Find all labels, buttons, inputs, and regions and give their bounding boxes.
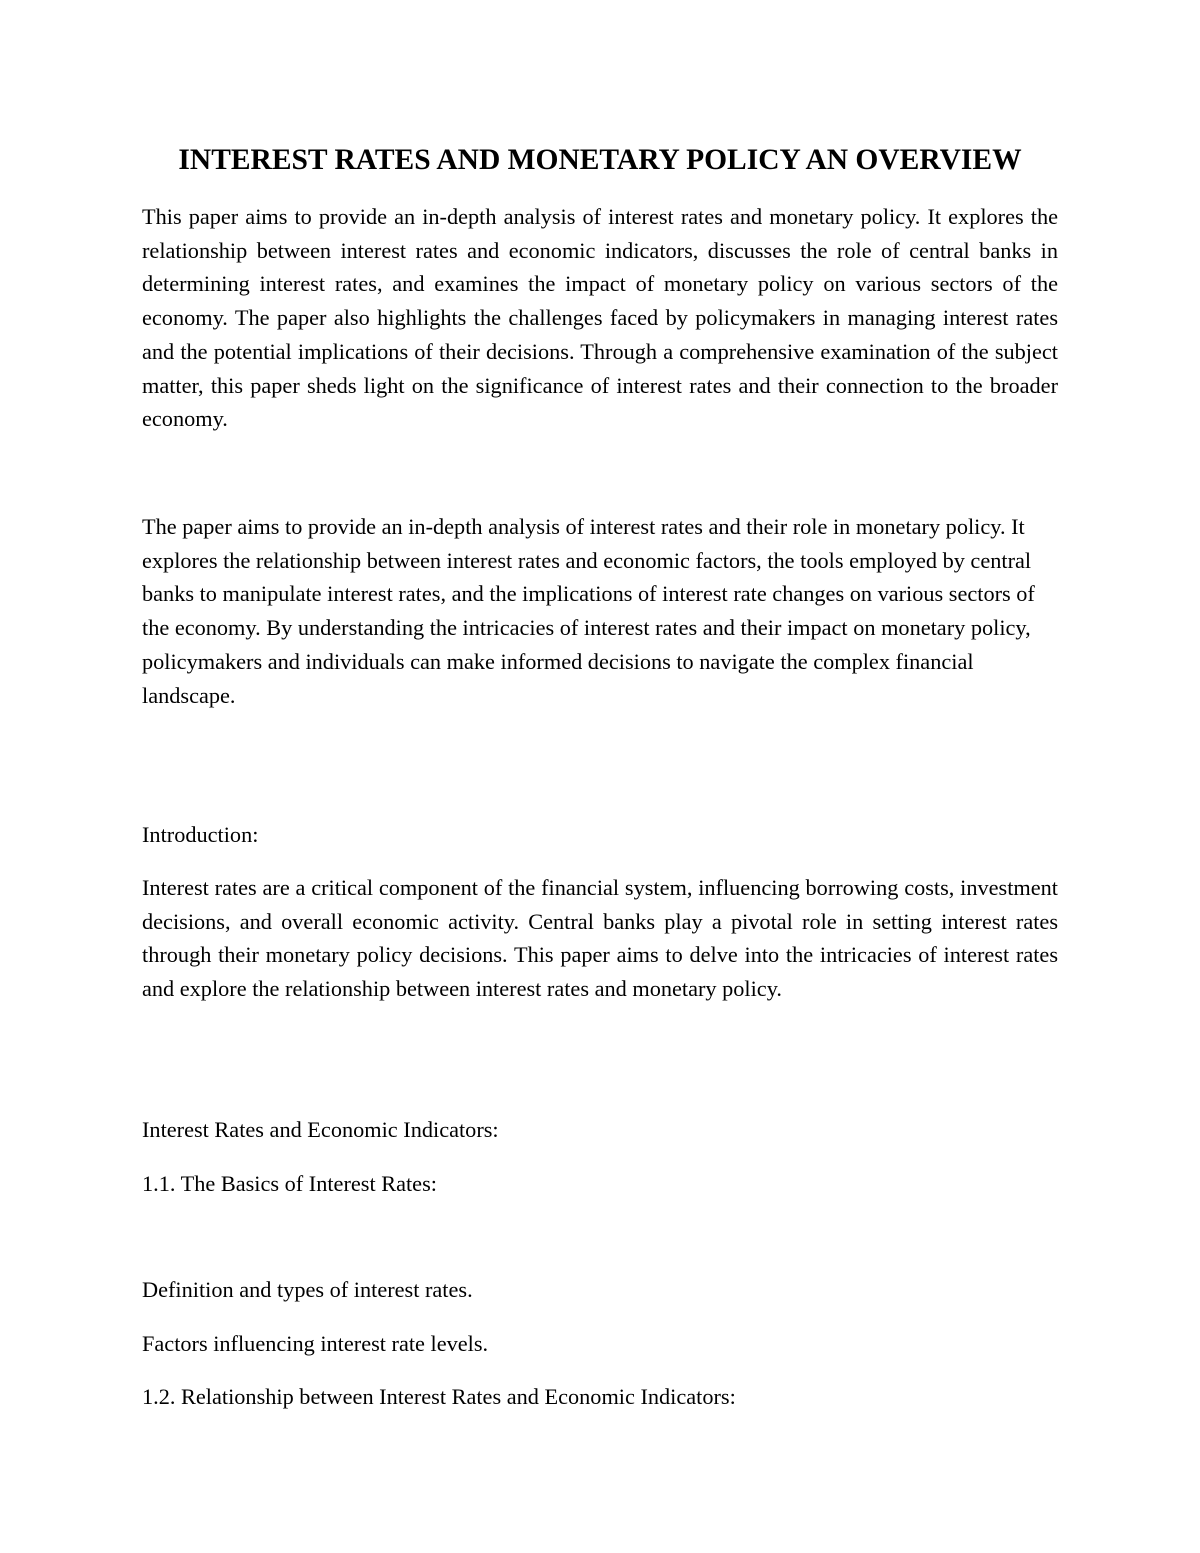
list-item-definition: Definition and types of interest rates. — [142, 1277, 473, 1302]
section-heading-economic-indicators: Interest Rates and Economic Indicators: — [142, 1117, 499, 1142]
introduction-paragraph: Interest rates are a critical component of the financial system, influencing borrowing costs, investment decisions, and overall economic activity. Central banks play a pivotal role in setting interest rates through their monetary policy decisions. This paper aims to delve into the intricacies of interest rates and explore the relationship between interest rates and monetary policy. — [142, 875, 1058, 1002]
abstract-paragraph-2: The paper aims to provide an in-depth analysis of interest rates and their role in monetary policy. It explores the relationship between interest rates and economic factors, the tools employed by central banks to manipulate interest rates, and the implications of interest rate changes on various sectors of the economy. By understanding the intricacies of interest rates and their impact on monetary policy, policymakers and individuals can make informed decisions to navigate the complex financial landscape. — [142, 514, 1035, 708]
document-title: INTEREST RATES AND MONETARY POLICY AN OVERVIEW — [178, 144, 1022, 176]
subsection-heading-1-2: 1.2. Relationship between Interest Rates and Economic Indicators: — [142, 1384, 736, 1409]
subsection-heading-1-1: 1.1. The Basics of Interest Rates: — [142, 1171, 437, 1196]
introduction-heading: Introduction: — [142, 822, 259, 847]
abstract-paragraph-1: This paper aims to provide an in-depth analysis of interest rates and monetary policy. It explores the relationship between interest rates and economic indicators, discusses the role of central banks in determining interest rates, and examines the impact of monetary policy on various sectors of the economy. The paper also highlights the challenges faced by policymakers in managing interest rates and the potential implications of their decisions. Through a comprehensive examination of the subject matter, this paper sheds light on the significance of interest rates and their connection to the broader economy. — [142, 204, 1058, 432]
list-item-factors: Factors influencing interest rate levels. — [142, 1331, 489, 1356]
